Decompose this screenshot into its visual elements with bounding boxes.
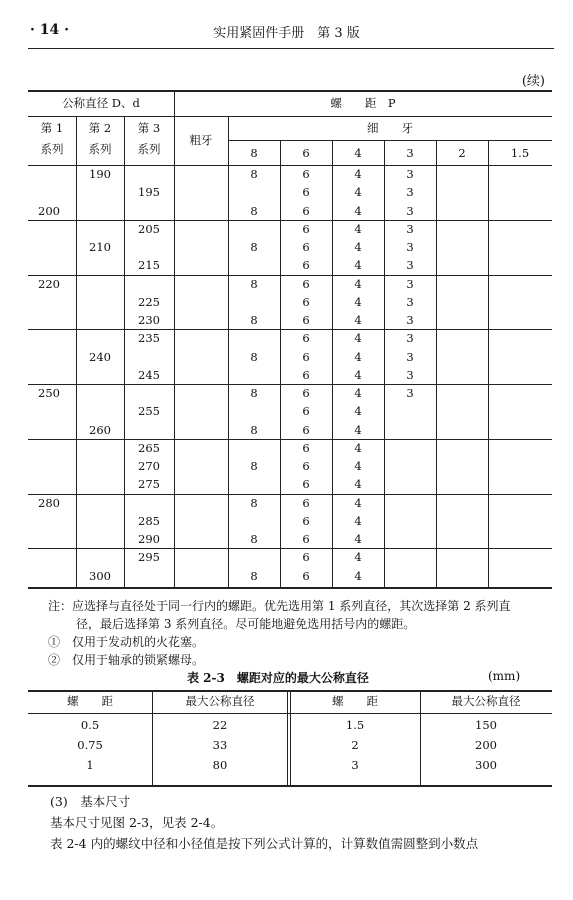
group-rule	[28, 494, 552, 495]
series-2-diameter: 260	[89, 422, 111, 437]
col-rule	[290, 690, 291, 785]
table-bottom-rule	[28, 587, 552, 589]
table-2-cell: 0.75	[77, 738, 103, 752]
fine-pitch-value: 4	[354, 404, 362, 419]
header-rule-1	[28, 116, 552, 117]
table-2-cell: 1	[86, 758, 94, 772]
col-rule	[420, 690, 421, 785]
group-rule	[28, 275, 552, 276]
series-3-diameter: 225	[138, 294, 160, 309]
section-heading: (3) 基本尺寸	[50, 794, 131, 809]
fine-pitch-value: 4	[354, 422, 362, 437]
fine-pitch-header: 4	[354, 146, 362, 160]
table-2-cell: 3	[351, 758, 359, 772]
fine-pitch-header: 6	[302, 146, 310, 160]
fine-pitch-value: 8	[250, 240, 258, 254]
fine-pitch-value: 8	[250, 568, 258, 583]
fine-pitch-value: 8	[250, 386, 258, 400]
series-3-diameter: 245	[138, 367, 160, 382]
group-rule	[28, 548, 552, 549]
col-rule	[287, 690, 288, 785]
fine-pitch-value: 6	[302, 550, 310, 565]
fine-pitch-value: 4	[354, 258, 362, 273]
note-2: ① 仅用于发动机的火花塞。	[48, 635, 205, 649]
col-rule	[384, 140, 385, 587]
fine-pitch-value: 3	[406, 167, 414, 181]
fine-pitch-value: 4	[354, 386, 362, 400]
series-3-diameter: 275	[138, 477, 160, 492]
col-rule	[280, 140, 281, 587]
table-2-title: 表 2-3 螺距对应的最大公称直径	[187, 671, 369, 685]
series-1-diameter: 250	[38, 386, 60, 400]
series-2-diameter: 210	[89, 240, 111, 254]
table-2-unit: (mm)	[488, 669, 521, 683]
fine-pitch-value: 6	[302, 532, 310, 546]
fine-pitch-value: 4	[354, 313, 362, 327]
table-2-header: 螺 距	[67, 694, 113, 708]
table-2-cell: 33	[212, 738, 228, 752]
fine-pitch-value: 4	[354, 349, 362, 364]
table-2-cell: 150	[475, 718, 497, 732]
fine-pitch-value: 6	[302, 167, 310, 181]
fine-pitch-header: 8	[250, 146, 258, 160]
fine-pitch-value: 3	[406, 276, 414, 291]
header-rule	[28, 48, 554, 49]
book-title: 实用紧固件手册 第 3 版	[213, 26, 360, 41]
table-2-cell: 1.5	[345, 718, 365, 732]
fine-pitch-value: 8	[250, 532, 258, 546]
series-2-diameter: 190	[89, 167, 111, 181]
fine-pitch-value: 3	[406, 294, 414, 309]
series-3-diameter: 195	[138, 185, 160, 200]
fine-pitch-value: 3	[406, 258, 414, 273]
fine-pitch-value: 8	[250, 313, 258, 327]
series-2-diameter: 300	[89, 568, 111, 583]
fine-pitch-header: 1.5	[510, 146, 530, 160]
fine-pitch-value: 3	[406, 349, 414, 364]
series-header: 第 1	[40, 121, 64, 135]
fine-pitch-value: 4	[354, 550, 362, 565]
fine-pitch-value: 6	[302, 240, 310, 254]
series-3-diameter: 215	[138, 258, 160, 273]
series-header: 系列	[40, 142, 64, 156]
group-rule	[28, 329, 552, 330]
fine-pitch-value: 6	[302, 349, 310, 364]
body-line-1: 基本尺寸见图 2-3，见表 2-4。	[50, 815, 224, 830]
series-1-diameter: 220	[38, 276, 60, 291]
fine-pitch-value: 3	[406, 240, 414, 254]
table-2-cell: 22	[212, 718, 228, 732]
fine-pitch-value: 6	[302, 386, 310, 400]
fine-pitch-value: 4	[354, 240, 362, 254]
fine-pitch-value: 4	[354, 459, 362, 473]
series-header: 系列	[137, 142, 161, 156]
group-rule	[28, 384, 552, 385]
series-1-diameter: 280	[38, 495, 60, 510]
fine-pitch-value: 4	[354, 167, 362, 181]
fine-pitch-value: 8	[250, 459, 258, 473]
col-rule	[76, 116, 77, 587]
note-1: 注：应选择与直径处于同一行内的螺距。优先选用第 1 系列直径，其次选择第 2 系列直	[48, 599, 511, 613]
series-3-diameter: 255	[138, 404, 160, 419]
fine-pitch-value: 6	[302, 495, 310, 510]
fine-pitch-value: 3	[406, 331, 414, 346]
col-rule	[332, 140, 333, 587]
fine-pitch-value: 6	[302, 367, 310, 382]
fine-pitch-value: 4	[354, 203, 362, 218]
body-line-2: 表 2-4 内的螺纹中径和小径值是按下列公式计算的，计算数值需圆整到小数点	[50, 836, 479, 851]
fine-pitch-value: 3	[406, 203, 414, 218]
fine-pitch-value: 6	[302, 513, 310, 528]
fine-pitch-value: 8	[250, 422, 258, 437]
fine-pitch-value: 6	[302, 203, 310, 218]
col-rule	[228, 116, 229, 587]
fine-pitch-value: 6	[302, 422, 310, 437]
series-3-diameter: 270	[138, 459, 160, 473]
fine-pitch-value: 4	[354, 221, 362, 236]
series-3-diameter: 230	[138, 313, 160, 327]
fine-pitch-value: 4	[354, 513, 362, 528]
note-3: ② 仅用于轴承的锁紧螺母。	[48, 653, 205, 667]
col-rule	[436, 140, 437, 587]
fine-header: 细 牙	[367, 121, 413, 135]
fine-pitch-value: 3	[406, 386, 414, 400]
fine-pitch-value: 6	[302, 276, 310, 291]
fine-pitch-value: 6	[302, 404, 310, 419]
fine-pitch-value: 8	[250, 167, 258, 181]
table-2-cell: 200	[475, 738, 497, 752]
table-2-cell: 0.5	[80, 718, 100, 732]
fine-pitch-value: 3	[406, 313, 414, 327]
series-3-diameter: 265	[138, 440, 160, 455]
fine-pitch-value: 6	[302, 477, 310, 492]
group-rule	[28, 220, 552, 221]
fine-pitch-value: 8	[250, 203, 258, 218]
fine-pitch-value: 4	[354, 276, 362, 291]
fine-pitch-header: 2	[458, 146, 466, 160]
series-1-diameter: 200	[38, 203, 60, 218]
series-3-diameter: 290	[138, 532, 160, 546]
fine-pitch-value: 6	[302, 313, 310, 327]
fine-pitch-value: 6	[302, 568, 310, 583]
col-rule	[124, 116, 125, 587]
header-rule-2	[228, 140, 552, 141]
series-header: 第 2	[88, 121, 112, 135]
note-1-continued: 径，最后选择第 3 系列直径。尽可能地避免选用括号内的螺距。	[76, 617, 416, 631]
fine-pitch-value: 4	[354, 477, 362, 492]
table-2-header: 螺 距	[332, 694, 378, 708]
table-top-rule	[28, 90, 552, 92]
series-2-diameter: 240	[89, 349, 111, 364]
series-3-diameter: 205	[138, 221, 160, 236]
page-header	[0, 22, 573, 42]
fine-pitch-value: 4	[354, 440, 362, 455]
series-3-diameter: 235	[138, 331, 160, 346]
table-2-cell: 2	[351, 738, 359, 752]
pitch-header: 螺 距 P	[330, 96, 396, 110]
col-rule	[174, 90, 175, 587]
series-3-diameter: 295	[138, 550, 160, 565]
fine-pitch-value: 6	[302, 459, 310, 473]
table-2-header: 最大公称直径	[451, 694, 521, 708]
fine-pitch-value: 6	[302, 221, 310, 236]
table-2-cell: 300	[475, 758, 497, 772]
col-rule	[488, 140, 489, 587]
fine-pitch-value: 4	[354, 294, 362, 309]
series-header: 第 3	[137, 121, 161, 135]
fine-pitch-value: 6	[302, 331, 310, 346]
fine-pitch-value: 8	[250, 495, 258, 510]
col-rule	[152, 690, 153, 785]
fine-pitch-value: 6	[302, 294, 310, 309]
fine-pitch-value: 6	[302, 440, 310, 455]
fine-pitch-value: 4	[354, 331, 362, 346]
fine-pitch-value: 4	[354, 185, 362, 200]
continued-label: (续)	[521, 74, 545, 89]
table-2-bottom-rule	[28, 785, 552, 787]
fine-pitch-value: 3	[406, 185, 414, 200]
diameter-header: 公称直径 D、d	[62, 96, 140, 110]
fine-pitch-value: 8	[250, 276, 258, 291]
fine-pitch-value: 8	[250, 349, 258, 364]
fine-pitch-header: 3	[406, 146, 414, 160]
series-3-diameter: 285	[138, 513, 160, 528]
table-2-header: 最大公称直径	[185, 694, 255, 708]
fine-pitch-value: 3	[406, 221, 414, 236]
fine-pitch-value: 6	[302, 185, 310, 200]
table-2-cell: 80	[212, 758, 228, 772]
fine-pitch-value: 4	[354, 367, 362, 382]
header-bottom-rule	[28, 165, 552, 166]
fine-pitch-value: 6	[302, 258, 310, 273]
fine-pitch-value: 4	[354, 568, 362, 583]
coarse-header: 粗牙	[189, 133, 213, 147]
fine-pitch-value: 4	[354, 532, 362, 546]
page-number: · 14 ·	[30, 22, 69, 38]
group-rule	[28, 439, 552, 440]
fine-pitch-value: 4	[354, 495, 362, 510]
fine-pitch-value: 3	[406, 367, 414, 382]
series-header: 系列	[88, 142, 112, 156]
